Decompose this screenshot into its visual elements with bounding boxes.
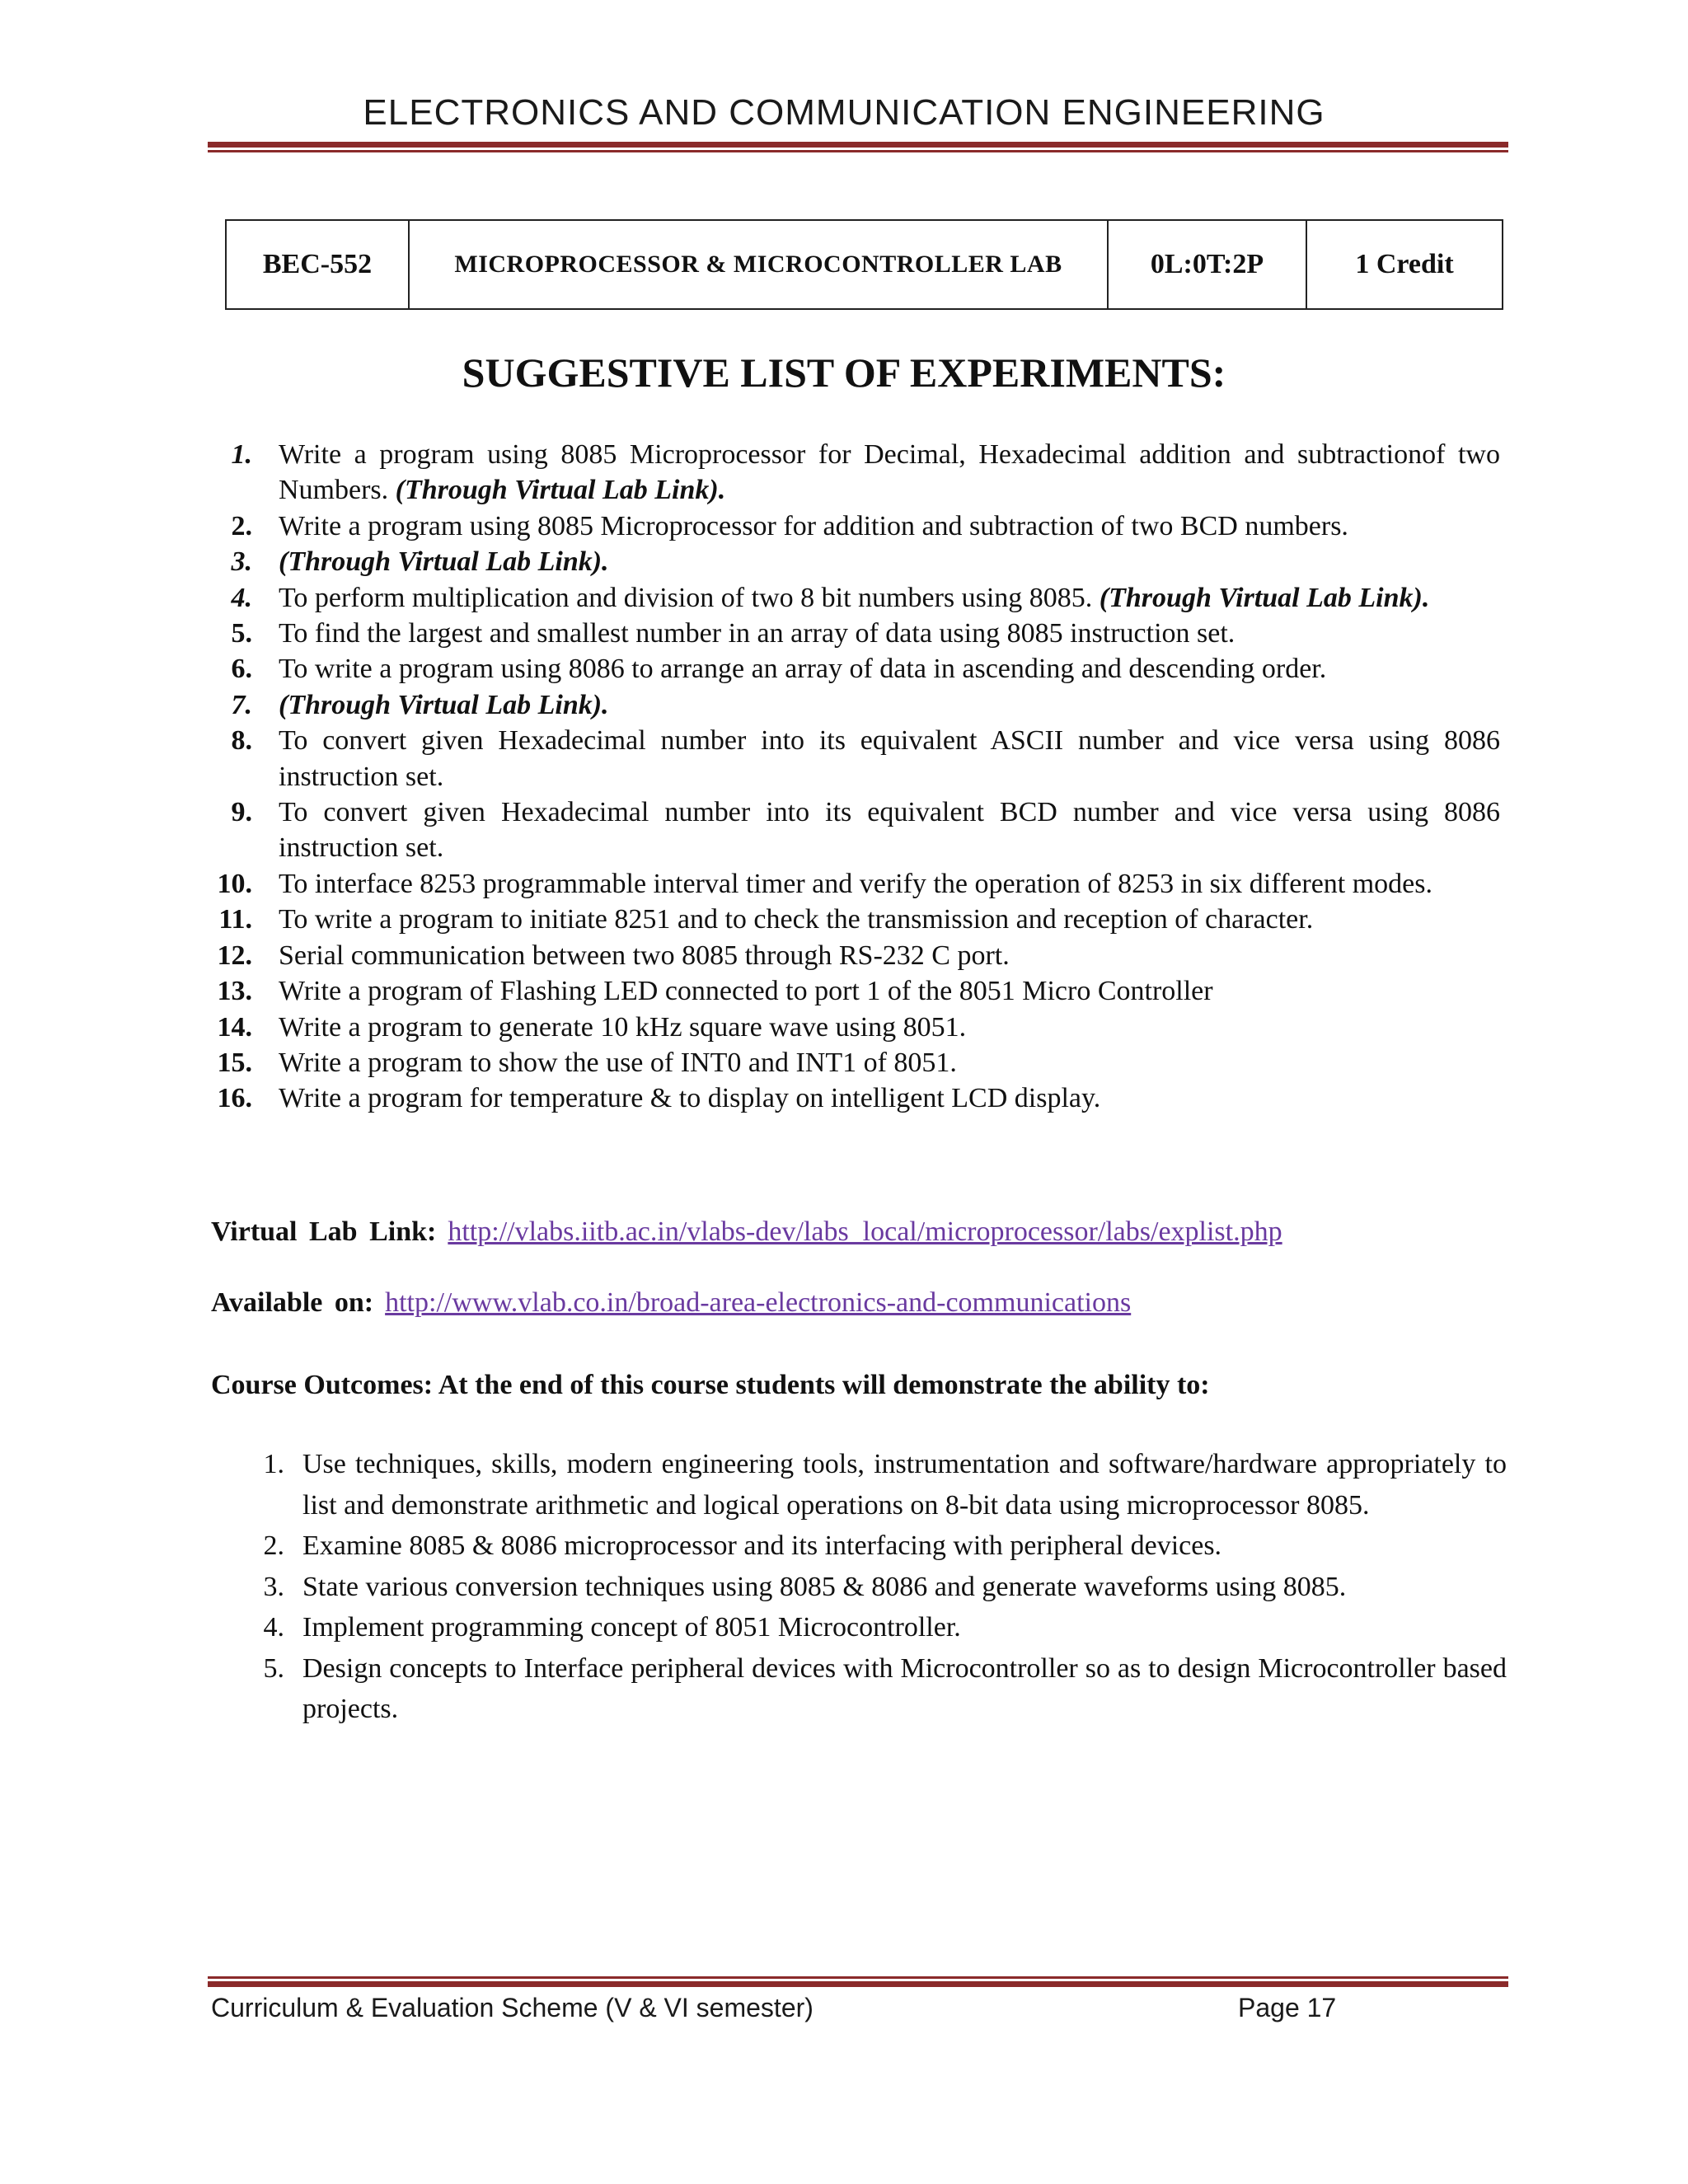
list-item xyxy=(211,1045,1500,1080)
item-text: Write a program using 8085 Microprocessor for Decimal, Hexadecimal addition and subtractionof two Numbers. xyxy=(279,439,1500,506)
footer-divider xyxy=(208,1976,1508,1987)
virtual-lab-label: Virtual Lab Link: xyxy=(211,1216,437,1247)
list-item xyxy=(211,651,1500,687)
item-number: 14. xyxy=(217,1011,252,1043)
item-number: 9. xyxy=(231,797,252,828)
list-item xyxy=(247,1567,1507,1608)
item-number: 7. xyxy=(231,689,252,720)
list-item xyxy=(211,437,1500,509)
item-number: 4. xyxy=(231,582,252,613)
course-outcomes-list xyxy=(247,1444,1507,1730)
item-number: 10. xyxy=(217,868,252,899)
list-item xyxy=(211,866,1500,902)
header-divider xyxy=(208,142,1508,152)
virtual-lab-link[interactable]: http://vlabs.iitb.ac.in/vlabs-dev/labs_local/microprocessor/labs/explist.php xyxy=(448,1216,1282,1247)
item-text: Design concepts to Interface peripheral devices with Microcontroller so as to design Microcontroller based projects. xyxy=(302,1652,1507,1724)
page-number: Page 17 xyxy=(1238,1993,1337,2022)
item-text: To write a program using 8086 to arrange an array of data in ascending and descending order. xyxy=(279,654,1327,685)
item-number: 2. xyxy=(231,510,252,541)
list-item xyxy=(247,1526,1507,1567)
available-on-label: Available on: xyxy=(211,1287,374,1318)
course-name: MICROPROCESSOR & MICROCONTROLLER LAB xyxy=(409,220,1108,309)
list-item xyxy=(211,938,1500,973)
item-number: 6. xyxy=(231,654,252,685)
item-text: To convert given Hexadecimal number into its equivalent ASCII number and vice versa using 8086 instruction set. xyxy=(279,725,1500,792)
course-code: BEC-552 xyxy=(226,220,409,309)
list-item xyxy=(211,687,1500,723)
item-number: 1. xyxy=(231,439,252,470)
item-note: (Through Virtual Lab Link). xyxy=(1099,582,1430,613)
course-ltp: 0L:0T:2P xyxy=(1108,220,1306,309)
list-item xyxy=(211,616,1500,651)
item-number: 2. xyxy=(263,1530,284,1561)
item-text: Implement programming concept of 8051 Microcontroller. xyxy=(302,1612,961,1643)
list-item xyxy=(247,1444,1507,1526)
item-number: 5. xyxy=(231,618,252,649)
list-item xyxy=(211,973,1500,1009)
item-number: 5. xyxy=(263,1652,284,1684)
list-item xyxy=(211,509,1500,544)
item-number: 3. xyxy=(231,546,252,578)
list-item xyxy=(247,1607,1507,1648)
item-note: (Through Virtual Lab Link). xyxy=(279,689,609,720)
item-text: Serial communication between two 8085 through RS-232 C port. xyxy=(279,940,1010,971)
item-text: To interface 8253 programmable interval timer and verify the operation of 8253 in six different modes. xyxy=(279,868,1432,899)
item-text: Write a program to generate 10 kHz square wave using 8051. xyxy=(279,1011,967,1043)
experiment-list xyxy=(211,437,1500,1117)
list-item xyxy=(247,1648,1507,1730)
item-number: 12. xyxy=(217,940,252,971)
item-number: 11. xyxy=(218,904,252,935)
item-number: 1. xyxy=(263,1449,284,1479)
course-outcomes-heading: Course Outcomes: At the end of this course students will demonstrate the ability to: xyxy=(211,1370,1210,1400)
available-on-line xyxy=(211,1287,1131,1319)
course-info-table xyxy=(225,219,1503,310)
item-text: Use techniques, skills, modern engineering tools, instrumentation and software/hardware appropriately to list and demonstrate arithmetic and logical operations on 8-bit data using microprocessor 8085. xyxy=(302,1449,1507,1521)
item-number: 15. xyxy=(217,1047,252,1078)
item-number: 4. xyxy=(263,1612,284,1643)
page-header-title: ELECTRONICS AND COMMUNICATION ENGINEERING xyxy=(363,92,1325,133)
list-item xyxy=(211,794,1500,866)
list-item xyxy=(211,1010,1500,1045)
virtual-lab-link-line xyxy=(211,1216,1282,1248)
list-item xyxy=(211,723,1500,794)
footer-left: Curriculum & Evaluation Scheme (V & VI semester) xyxy=(211,1993,814,2022)
item-text: To perform multiplication and division of two 8 bit numbers using 8085. xyxy=(279,582,1093,613)
item-number: 16. xyxy=(217,1083,252,1114)
item-note: (Through Virtual Lab Link). xyxy=(395,475,726,506)
item-text: Write a program for temperature & to display on intelligent LCD display. xyxy=(279,1083,1101,1114)
list-item xyxy=(211,544,1500,579)
item-text: Examine 8085 & 8086 microprocessor and its interfacing with peripheral devices. xyxy=(302,1530,1222,1561)
item-text: To convert given Hexadecimal number into its equivalent BCD number and vice versa using 8086 instruction set. xyxy=(279,797,1500,864)
list-item xyxy=(211,1080,1500,1116)
section-title: SUGGESTIVE LIST OF EXPERIMENTS: xyxy=(462,349,1226,396)
item-text: Write a program using 8085 Microprocessor for addition and subtraction of two BCD numbers. xyxy=(279,510,1348,541)
available-on-link[interactable]: http://www.vlab.co.in/broad-area-electronics-and-communications xyxy=(385,1287,1132,1318)
item-number: 13. xyxy=(217,976,252,1007)
item-text: Write a program of Flashing LED connected to port 1 of the 8051 Micro Controller xyxy=(279,976,1213,1007)
list-item xyxy=(211,902,1500,937)
course-credit: 1 Credit xyxy=(1306,220,1503,309)
item-text: Write a program to show the use of INT0 and INT1 of 8051. xyxy=(279,1047,957,1078)
item-text: To find the largest and smallest number in an array of data using 8085 instruction set. xyxy=(279,618,1236,649)
item-number: 8. xyxy=(231,725,252,757)
item-note: (Through Virtual Lab Link). xyxy=(279,546,609,578)
item-number: 3. xyxy=(263,1571,284,1602)
list-item xyxy=(211,580,1500,616)
item-text: To write a program to initiate 8251 and to check the transmission and reception of character. xyxy=(279,904,1314,935)
item-text: State various conversion techniques using 8085 & 8086 and generate waveforms using 8085. xyxy=(302,1571,1347,1602)
